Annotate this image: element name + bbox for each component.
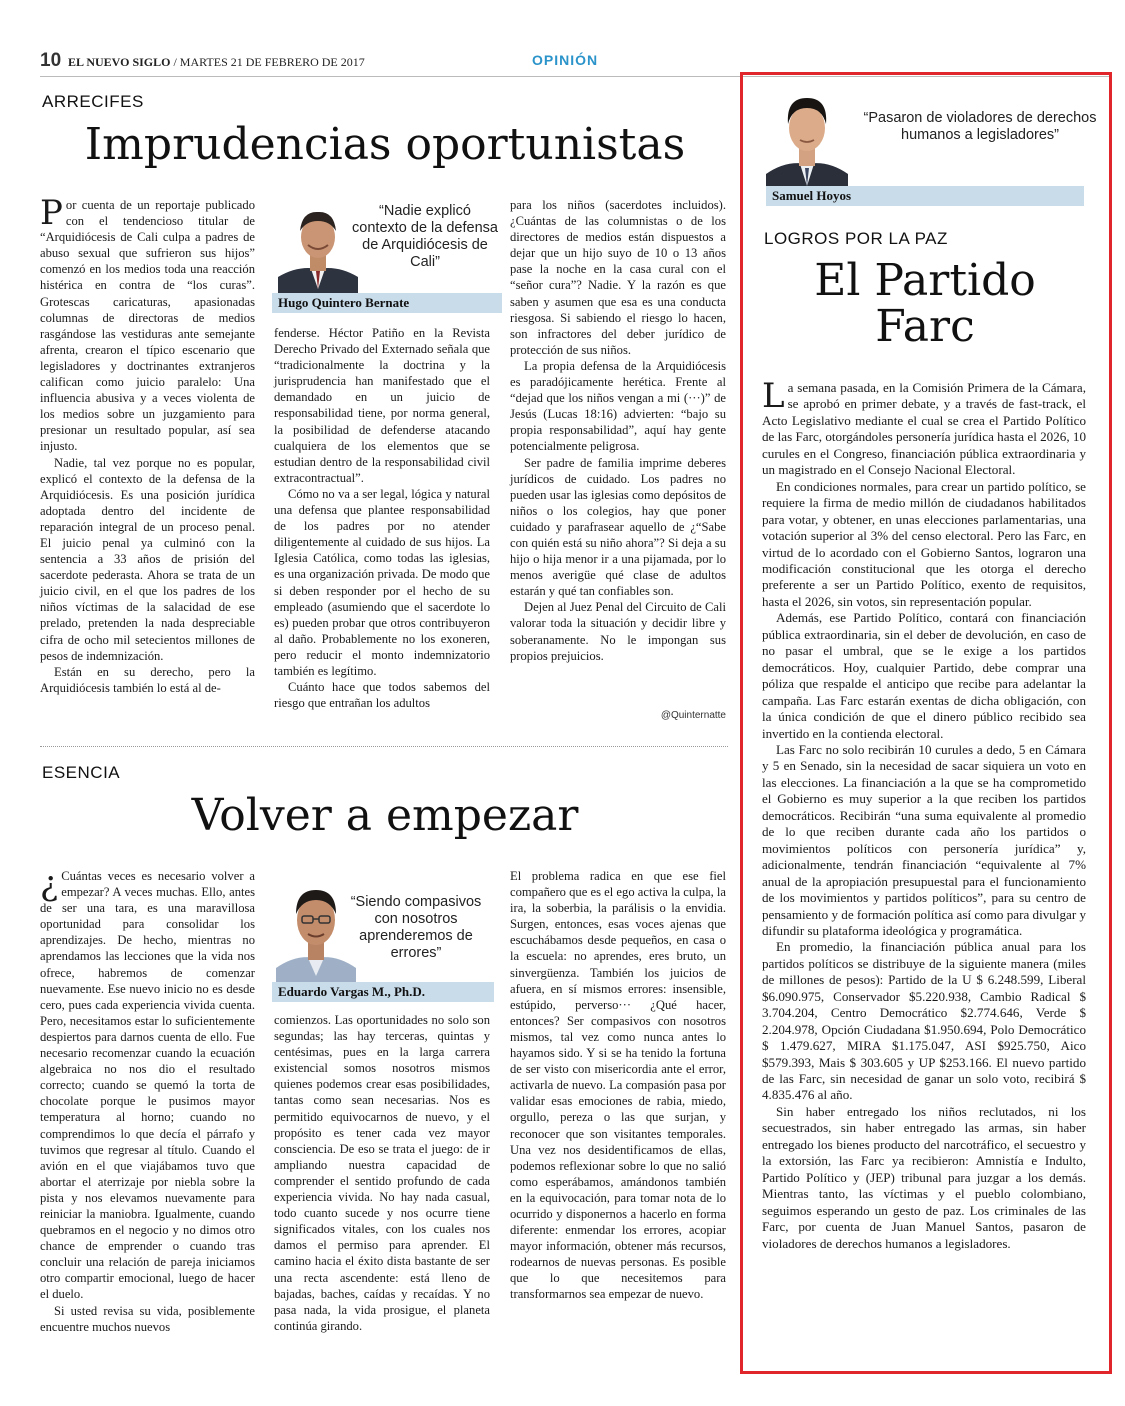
article3-author-name: Samuel Hoyos [766, 186, 1084, 206]
article1-paragraph: para los niños (sacerdotes incluidos). ¿Cuántas de las columnistas o de los directores de medios están dispuestos a dejar que un hijo suyo de 10 o 13 años pase la noche en la casa cural con el “señor cura”? Nadie. Y la razón es que saben y asumen que esa es una conducta riesgosa. Si sabiendo el riesgo lo hacen, son infractores del deber jurídico de protección de sus niños. [510, 198, 726, 357]
article2-column-3 [510, 868, 726, 1303]
article2-column-1 [40, 864, 255, 1335]
article2-title: Volver a empezar [191, 790, 579, 841]
page-number: 10 [40, 50, 62, 71]
article3-kicker: LOGROS POR LA PAZ [764, 229, 948, 248]
article3-paragraph [762, 376, 1086, 479]
article1-paragraph: Cómo no va a ser legal, lógica y natural una defensa que plantee responsabilidad de los padres por no atender diligentemente al cuidado de sus hijos. La Iglesia Católica, como todas las iglesias, es una organización privada. De modo que si deben responder por el hecho de su empleado (asumiendo que el sacerdote lo es) pueden probar que otros contribuyeron al daño. Probablemente no los exoneren, pero reducir el monto indemnizatorio también es legítimo. [274, 486, 490, 678]
author-photo [766, 88, 848, 190]
article3-paragraph: En promedio, la financiación pública anual para los partidos políticos se distribuye de la siguiente manera (miles de millones de pesos): Partido de la U $ 6.248.599, Liberal $6.090.975, Conservador $5.220.938, Cambio Radical $ 3.704.204, Centro Democrático $2.774.646, Verde $ 2.204.978, Opción Ciudadana $1.950.694, Polo Democrático $ 1.479.627, MIRA $1.175.047, ASI $925.750, Aico $579.393, Mais $ 303.605 y UP $253.166. El nuevo partido de las Farc, sin necesidad de ganar un solo voto, recibirá $ 4.835.476 al año. [762, 939, 1086, 1103]
author-photo-image [278, 199, 358, 295]
article2-column-2 [274, 1012, 490, 1334]
article1-title: Imprudencias oportunistas [84, 119, 686, 170]
issue-date: / MARTES 21 DE FEBRERO DE 2017 [173, 55, 365, 69]
paragraph-text: a semana pasada, en la Comisión Primera de la Cámara, se aprobó en primer debate, y a través de fast-track, el Acto Legislativo mediante el cual se crea el Partido Político de las Farc, otorgándoles personería jurídica hasta el 2026, 10 curules en el Congreso, financiación pública extraordinaria y un magistrado en el Consejo Nacional Electoral. [762, 380, 1086, 478]
drop-cap: P [40, 193, 63, 233]
article1-signature: @Quinternatte [660, 710, 726, 721]
article1-paragraph: Están en su derecho, pero la Arquidiócesis también lo está al de- [40, 664, 255, 695]
article2-author-box [272, 870, 496, 1002]
paragraph-text: or cuenta de un reportaje publicado con el tendencioso titular de “Arquidiócesis de Cali culpa a padres de abuso sexual que sufrieron sus hijos” comenzó en los medios toda una reacción histérica en contra de “los curas”. Grotescas caricaturas, apasionadas columnas de directoras de medios rasgándose las vestiduras ante semejante afrenta, crearon el típico escenario que legisladores y doctrinantes extranjeros califican como juicio paralelo: Una influencia abusiva y a veces violenta de los medios sobre un juzgamiento para presionar un resultado popular, así sea injusto. [40, 198, 255, 454]
article-divider [40, 746, 728, 747]
article3-paragraph: Además, ese Partido Político, contará con financiación pública extraordinaria, sin el deber de devolución, en caso de no pasar el umbral, que se le exige a los partidos democráticos. Hoy, cualquier Partido, debe comprar una póliza que respalde el anticipo que recibe para adelantar la campaña. Las Farc estarán exentas de dicha obligación, con la única condición de que el dinero público recibido sea invertido en la contienda electoral. [762, 610, 1086, 741]
drop-cap: L [762, 376, 785, 416]
paper-name: EL NUEVO SIGLO [68, 55, 171, 69]
section-label: OPINIÓN [532, 52, 599, 68]
article1-kicker: ARRECIFES [42, 92, 144, 111]
article3-title [760, 255, 1090, 353]
drop-cap: ¿ [40, 864, 59, 904]
article1-author-name: Hugo Quintero Bernate [272, 293, 502, 313]
article1-column-1 [40, 193, 255, 696]
article2-pull-quote: “Siendo compasivos con nosotros aprenderemos de errores” [350, 894, 482, 961]
article3-paragraph: En condiciones normales, para crear un partido político, se requiere la firma de medio millón de ciudadanos habilitados para votar, y obtener, en unas elecciones parlamentarias, una votación superior al 3% del censo electoral. Pero las Farc, en virtud de lo acordado con el Gobierno Santos, lograron una modificación constitucional que les otorga el derecho preferente a ser un Partido Político, exento de requisitos, hasta el 2026, sin votos, sin representación popular. [762, 478, 1086, 609]
article1-paragraph: Cuánto hace que todos sabemos del riesgo que entrañan los adultos [274, 680, 490, 711]
author-photo [278, 199, 358, 295]
article2-paragraph: comienzos. Las oportunidades no solo son segundas; las hay terceras, quintas y centésimas, pues en la larga carrera existencial somos nosotros mismos quienes podemos crear esas posibilidades, tantas como sean necesarias. Nos es permitido equivocarnos de nuevo, y el propósito es tener cada vez mayor consciencia. De eso se trata el juego: de ir ampliando nuestra capacidad de comprender el sentido profundo de cada experiencia vivida. No hay nada casual, todo cuanto sucede y nos ocurre tiene significados vitales, con los cuales nos damos el permiso para aprender. El camino hacia el éxito dista bastante de ser una recta ascendente: está lleno de bajadas, baches, caídas y recaídas. Y no pasa nada, la vida prosigue, el planeta continúa girando. [274, 1013, 490, 1333]
paragraph-text: Cuántas veces es necesario volver a empezar? A veces muchas. Ello, antes de ser una tara, es una maravillosa oportunidad para consolidar los aprendizajes. De hecho, mientras no aprendamos las lecciones que la vida nos ofrece, habremos de comenzar nuevamente. Ese nuevo inicio no es desde cero, pues cada experiencia vivida cuenta. Pero, necesitamos estar lo suficientemente despiertos para darnos cuenta de ello. Fue necesario recomenzar cuando la ecuación algebraica no nos dio el resultado correcto; cuando se quemó la torta de chocolate porque le pusimos mayor temperatura al horno; cuando no comprendimos lo que decía el párrafo y tuvimos que regresar al título. Cuando el avión en el que viajábamos tuvo que abortar el aterrizaje por niebla sobre la pista y nos elevamos nuevamente para reiniciar la maniobra. Igualmente, cuando quebramos en el negocio y no dimos otro chance de emprender o cuando tras concluir una relación de pareja iniciamos otro compartir emocional, luego de hacer el duelo. [40, 869, 255, 1302]
article1-column-2 [274, 325, 490, 711]
article1-pull-quote: “Nadie explicó contexto de la defensa de Arquidiócesis de Cali” [352, 203, 498, 270]
article1-paragraph [40, 193, 255, 455]
article1-paragraph: Nadie, tal vez porque no es popular, explicó el contexto de la defensa de la Arquidiócesis. Es una posición jurídica adoptada dentro del incidente de reparación integral de un proceso penal. El juicio penal ya culminó con la sentencia a 33 años de prisión del sacerdote pederasta. Ahora se trata de un juicio civil, en el que los padres de los niños víctimas de la salacidad de ese prelado, pretenden la nada despreciable cifra de ocho mil setecientos millones de pesos de indemnización. [40, 455, 255, 663]
article3-pull-quote: “Pasaron de violadores de derechos humanos a legisladores” [863, 110, 1097, 143]
author-photo-image [766, 88, 848, 190]
article1-column-3 [510, 197, 726, 664]
article1-paragraph: fenderse. Héctor Patiño en la Revista Derecho Privado del Externado señala que “tradicionalmente la doctrina y la jurisprudencia han manifestado que el demandado en un juicio de responsabilidad tiene, por norma general, la posibilidad de defenderse atacando cualquiera de los elementos que se estudian dentro de la responsabilidad civil extracontractual”. [274, 326, 490, 485]
article1-paragraph: Dejen al Juez Penal del Circuito de Cali valorar toda la situación y decidir libre y soberanamente. No le impongan sus propios prejuicios. [510, 600, 726, 663]
article1-author-box [272, 197, 502, 315]
article2-paragraph [40, 864, 255, 1303]
article1-paragraph: Ser padre de familia imprime deberes jurídicos de cuidado. Los padres no pueden usar las iglesias como depósitos de niños o los colegios, hay que poner cuidado y parafrasear aquello de ¿“Sabe con quién está su niño ahora”? Si deja a su hijo o hija menor ir a una pijamada, por lo menos averigüe qué clase de adultos estarán y qué tan confiables son. [510, 455, 726, 599]
masthead [68, 55, 365, 70]
article1-paragraph: La propia defensa de la Arquidiócesis es paradójicamente herética. Frente al “dejad que los niños vengan a mi (···)” de Jesús (Lucas 18:16) advierten: “bajo su propia responsabilidad”, aquí hay gente potencialmente peligrosa. [510, 358, 726, 454]
article3-body [762, 376, 1086, 1252]
article2-paragraph: El problema radica en que ese fiel compañero que es el ego activa la culpa, la ira, la soberbia, la parálisis o la envidia. Surgen, entonces, esas voces ajenas que escuchábamos desde pequeños, en casa o la escuela: no aprendes, eres bruto, un sinvergüenza. También los juicios de afuera, en sí mismos errores: insensible, estúpido, perverso··· ¿Qué hacer, entonces? Ser compasivos con nosotros mismos, tal vez como nunca antes lo hayamos sido. Y si se ha tenido la fortuna de ser visto con misericordia ante el error, activarla de nuevo. La compasión pasa por validar esas emociones de rabia, miedo, orgullo, pereza o las que surjan, y reconocer que son visitantes temporales. Una vez nos desidentificamos de ellas, podemos reflexionar sobre lo que no salió como esperábamos, amándonos también en la equivocación, para tomar nota de lo ocurrido y disponernos a hacerlo en forma diferente: enmendar los errores, acopiar mayor información, obtener más recursos, rodearnos de nuevas personas. Es posible que lo que necesitemos para transformarnos sea empezar de nuevo. [510, 869, 726, 1302]
article2-paragraph: Si usted revisa su vida, posiblemente encuentre muchos nuevos [40, 1303, 255, 1334]
article3-title-line2: Farc [875, 301, 975, 353]
article3-paragraph: Las Farc no solo recibirán 10 curules a dedo, 5 en Cámara y 5 en Senado, sin la necesidad de sacar siquiera un voto en las elecciones. La financiación a la que se ha comprometido el Gobierno es muy superior a la que reciben los partidos democráticos. Recibirán “una suma equivalente al promedio de lo que reciben durante cada año los partidos o movimientos políticos con personería jurídica” y, adicionalmente, tendrán financiación “equivalente al 7% anual de la apropiación presupuestal para el funcionamiento de los movimientos y partidos políticos”, para su centro de pensamiento y de formación política así como para divulgar y difundir su plataforma ideológica y programática. [762, 741, 1086, 938]
article2-kicker: ESENCIA [42, 763, 121, 782]
article3-title-line1: El Partido [814, 255, 1036, 306]
article2-author-name: Eduardo Vargas M., Ph.D. [272, 982, 494, 1002]
article3-paragraph: Sin haber entregado los niños reclutados, ni los secuestrados, sin haber entregado las armas, sin haber entregado los bienes producto del narcotráfico, el secuestro y la extorsión, las Farc ya recibieron: Amnistía e Indulto, Partido Político y (JEP) tribunal para juzgar a los demás. Mientras tanto, las víctimas y el pueblo colombiano, seguimos esperando un gesto de paz. Los criminales de las Farc, por cuenta de Juan Manuel Santos, pasaron de violadores de derechos humanos a legisladores. [762, 1103, 1086, 1251]
